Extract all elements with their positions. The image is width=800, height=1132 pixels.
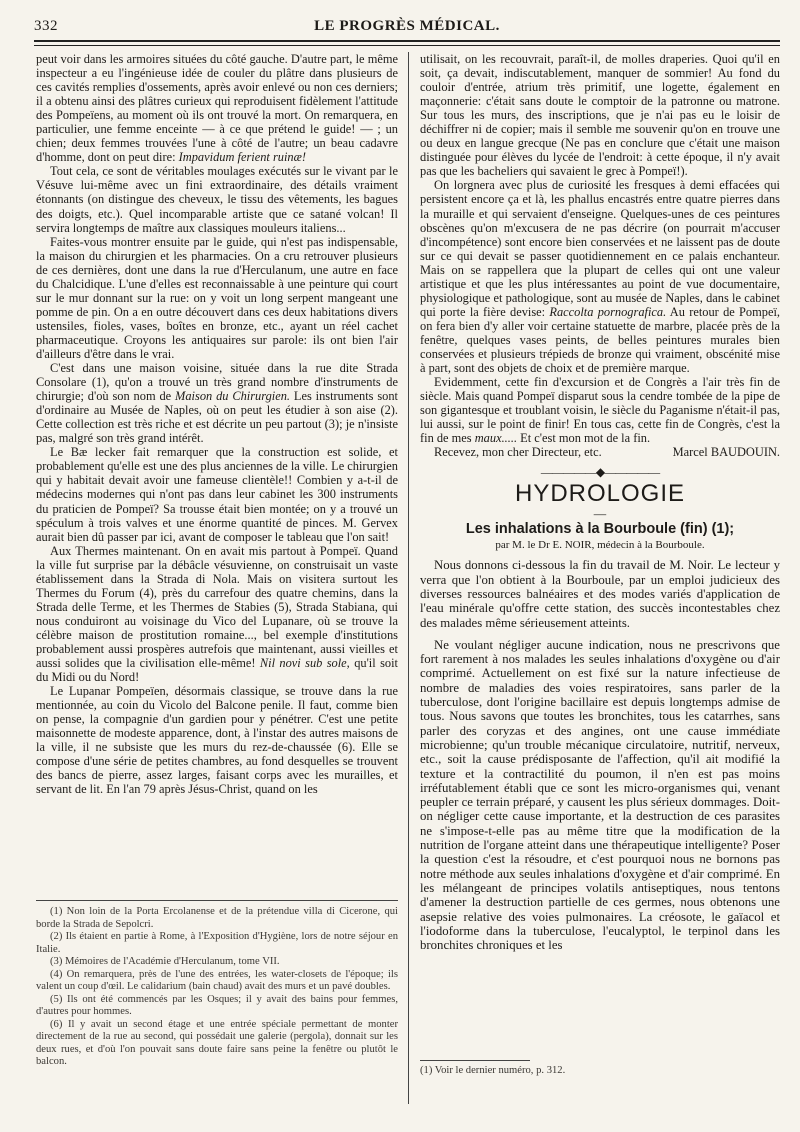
footnotes-left <box>36 906 398 1069</box>
left-column <box>36 52 398 796</box>
footnote: (6) Il y avait un second étage et une entrée spéciale permettant de monter directement de la rue au second, qui possédait une galerie (pergola), donnait sur les deux rues, et d'où l'on pouvait sans doute faire sans peine la fenêtre ou plutôt le balcon. <box>36 1018 398 1067</box>
page-header <box>34 18 780 38</box>
footnote: (3) Mémoires de l'Académie d'Herculanum, tome VII. <box>50 956 280 967</box>
header-rule <box>34 40 780 42</box>
signature-line <box>420 445 780 459</box>
ornament-divider: —————◆————— <box>540 465 660 480</box>
footnote-rule <box>36 900 398 901</box>
paragraph: Tout cela, ce sont de véritables moulages exécutés sur le vivant par le Vésuve lui-même avec un fini extraordinaire, des détails vraiment étonnants (on distingue des cheveux, le tissu des vêtements, les bagues des doigts, etc.). Quel incomparable artiste que ce satané volcan! Il servira longtemps de maître aux classiques mouleurs italiens... <box>36 164 398 235</box>
paragraph: Faites-vous montrer ensuite par le guide, qui n'est pas indispensable, la maison du chirurgien et les pharmacies. On a cru retrouver plusieurs de ces dernières, dont une dans la rue d'Herculanum, une autre en face du Chalcidique. L'une d'elles est reconnaissable à une peinture qui court sur le mur donnant sur la rue: on y voit un long serpent mangeant une pomme de pin. On a en outre découvert dans ces deux habitations divers ustensiles, fioles, vases, boîtes en bronze, etc., ayant un réel cachet pharmaceutique. Croyons les antiquaires sur parole: ils ont bien l'air d'ailleurs d'être dans le vrai. <box>36 234 398 361</box>
author-signature: Marcel BAUDOUIN. <box>672 445 780 460</box>
footnote: (2) Ils étaient en partie à Rome, à l'Exposition d'Hygiène, lors de notre séjour en Italie. <box>36 931 398 955</box>
footnote-rule-right <box>420 1060 530 1061</box>
footnote: (4) On remarquera, près de l'une des entrées, les water-closets de l'époque; ils valent un coup d'œil. Le calidarium (bain chaud) avait des murs et un pavé doubles. <box>36 968 398 992</box>
section-title: HYDROLOGIE <box>514 480 686 508</box>
article-title: Les inhalations à la Bourboule (fin) (1); <box>465 521 735 538</box>
paragraph: Evidemment, cette fin d'excursion et de Congrès a l'air très fin de siècle. Mais quand Pompeï disparut sous la cendre tombée de la pipe de son gigantesque et troublant voisin, le siècle du Paganisme n'était-il pas, lui aussi, sur le point de finir! En tous cas, cette fin de Congrès, c'est la fin de mes maux..... Et c'est mon mot de la fin. <box>420 375 780 446</box>
closing-text: Recevez, mon cher Directeur, etc. <box>434 445 602 460</box>
paragraph: Ne voulant négliger aucune indication, nous ne prescrivons que fort rarement à nos malades les seules inhalations d'oxygène ou d'air comprimé. Actuellement on est fixé sur la nature infectieuse de nombre de maladies des voies respiratoires, sans parler de la tuberculose, dont l'origine bacillaire est depuis longtemps admise de tous. Nous savons que toutes les bronchites, tous les catarrhes, sans parler des coryzas et des angines, ont une cause immédiate microbienne; qu'un trouble mécanique circulatoire, nutritif, nerveux, etc., soit la cause prédisposante de l'affection, qu'il ait modifié la texture et la contractilité du poumon, il n'en est pas moins irréfutablement établi que ce sont les micro-organismes qui, venant peupler ce terrain préparé, y causent les plus sérieux dommages. Doit-on négliger cette cause importante, et la destruction de ces parasites ne s'impose-t-elle pas au même titre que la modification de la nutrition de l'organe atteint dans une thérapeutique intelligente? Poser la question c'est la résoudre, et c'est pourquoi nous ne bornons pas notre méthode aux seules inhalations d'oxygène et d'air comprimé. En les mélangeant de principes volatils antiseptiques, nous tentons d'amener la destruction partielle de ces germes, nous obtenons une asepsie relative des voies pulmonaires. La créosote, le gaïacol et l'iodoforme dans la tuberculose, l'eucalyptol, le terpinol dans les bronchites chroniques et les <box>420 637 780 953</box>
paragraph: C'est dans une maison voisine, située dans la rue dite Strada Consolare (1), qu'on a trouvé un très grand nombre d'instruments de chirurgie; d'où son nom de Maison du Chirurgien. Les instruments sont d'ordinaire au Musée de Naples, où on peut les étudier à son aise (2). Cette collection est très riche et est décrite un peu partout (3); je n'insiste pas, malgré son très grand intérêt. <box>36 361 398 446</box>
title-dash: — <box>593 507 607 522</box>
byline: par M. le Dr E. NOIR, médecin à la Bourboule. <box>495 539 705 552</box>
right-column <box>420 52 780 960</box>
footnote-right: (1) Voir le dernier numéro, p. 312. <box>420 1065 566 1076</box>
column-divider <box>408 52 409 1104</box>
article-body <box>420 558 780 952</box>
footnote: (1) Non loin de la Porta Ercolanense et de la prétendue villa di Cicerone, qui borde la Strada de Sepolcri. <box>36 906 398 930</box>
paragraph: On lorgnera avec plus de curiosité les fresques à demi effacées qui persistent encore ça et là, les phallus encastrés entre quatre pierres dans la muraille et qui servaient d'enseigne. Quelques-unes de ces peintures obscènes qu'on m'excusera de ne pas décrire (on pourrait m'accuser d'incompétence) sont encore bien conservées et ne laissent pas de doute sur ce qui devait se passer quotidiennement en ce palais enchanteur. Mais on se rappellera que la plupart de celles qui ont une valeur artistique et que les plus intéressantes au point de vue documentaire, physiologique et pathologique, sont au musée de Naples, dans le cabinet qui porte la fière devise: Raccolta pornografica. Au retour de Pompeï, on fera bien d'y aller voir certaine statuette de marbre, placée près de la fenêtre, quelques vases peints, de belles peintures murales bien conservées et plusieurs trépieds de bronze qui vraiment, obscénité mise à part, sont des objets de choix et de première marque. <box>420 178 780 376</box>
paragraph: utilisait, on les recouvrait, paraît-il, de molles draperies. Quoi qu'il en soit, ça devait, indiscutablement, manquer de sommier! Au fond du couloir d'entrée, atrium très primitif, une logette, également en maçonnerie: c'était sans doute le comptoir de la patronne ou matrone. Sur tous les murs, des inscriptions, que je n'ai pas eu le loisir de déchiffrer ni de copier; mais il semble me souvenir qu'on en trouve une ou deux en langue grecque (Ne pas en conclure que c'était une maison distinguée pour élèves du lycée de l'endroit: à cette époque, il n'y avait pas que les bacheliers qui savaient le grec à Pompeï!). <box>420 52 780 179</box>
header-rule-thin <box>34 45 780 46</box>
journal-title: LE PROGRÈS MÉDICAL. <box>314 18 500 34</box>
paragraph: Le Bæ lecker fait remarquer que la construction est solide, et probablement qu'elle est une des plus anciennes de la ville. Le chirurgien qui y habitait devait avoir une fameuse clientèle!! Combien y a-t-il de médecins modernes qui n'ont pas dans leur cabinet les 300 instruments du praticien de Pompeï? Sa trousse était bien montée; on y a trouvé un spéculum à trois valves et une énorme quantité de pinces. M. Gervex aurait bien dû passer par ici, avant de composer le tableau que l'on sait! <box>36 445 398 544</box>
footnote: (5) Ils ont été commencés par les Osques; il y avait des bains pour femmes, d'autres pour hommes. <box>36 993 398 1017</box>
paragraph: Nous donnons ci-dessous la fin du travail de M. Noir. Le lecteur y verra que l'on obtient à la Bourboule, par un emploi judicieux des diverses ressources balnéaires et des modes variés d'application de l'eau minérale qu'offre cette station, des succès incontestables chez des malades même sérieusement atteints. <box>420 558 780 630</box>
page-number: 332 <box>34 18 58 34</box>
paragraph: Le Lupanar Pompeïen, désormais classique, se trouve dans la rue mentionnée, au coin du Vicolo del Balcone penile. Il faut, comme bien on pense, la compagnie d'un gardien pour y pénétrer. C'est une petite maisonnette de modeste apparence, dont, à l'instar des autres maisons de la ville, il ne subsiste que les murs du rez-de-chaussée (6). Elle se compose d'une série de petites chambres, au fond desquelles se trouvent des bancs de pierre, assez larges, faisant corps avec les murailles, et servant de lit. En l'an 79 après Jésus-Christ, quand on les <box>36 684 398 797</box>
paragraph: Aux Thermes maintenant. On en avait mis partout à Pompeï. Quand la ville fut surprise par la débâcle vésuvienne, on construisait un vaste établissement dans la Strada di Nola. Mais on visitera surtout les Thermes du Forum (4), près du carrefour des quatre chemins, dans la Strada delle Terme, et les Thermes de Stabies (5), Strada Stabiana, qui nous conduiront au voisinage du Vico del Lupanare, où se trouve la célèbre maison de prostitution romaine..., bel exemple d'institutions probablement aussi prospères autrefois que maintenant, aussi vieilles et aussi solides que la civilisation elle-même! Nil novi sub sole, qu'il soit du Midi ou du Nord! <box>36 543 398 685</box>
paragraph: peut voir dans les armoires situées du côté gauche. D'autre part, le même inspecteur a eu l'ingénieuse idée de couler du plâtre dans plusieurs de ces cavités remplies d'ossements, après avoir enlevé ou non ces derniers; il a obtenu ainsi des plâtres curieux qui reproduisent fidèlement l'attitude des Pompeïens, au moment où ils ont trouvé la mort. On remarquera, en particulier, une femme enceinte — à ce que prétend le guide! — ; un chien; deux femmes trouvées l'une à côté de l'autre; un beau cadavre d'homme, dont on peut dire: Impavidum ferient ruinæ! <box>36 52 398 165</box>
